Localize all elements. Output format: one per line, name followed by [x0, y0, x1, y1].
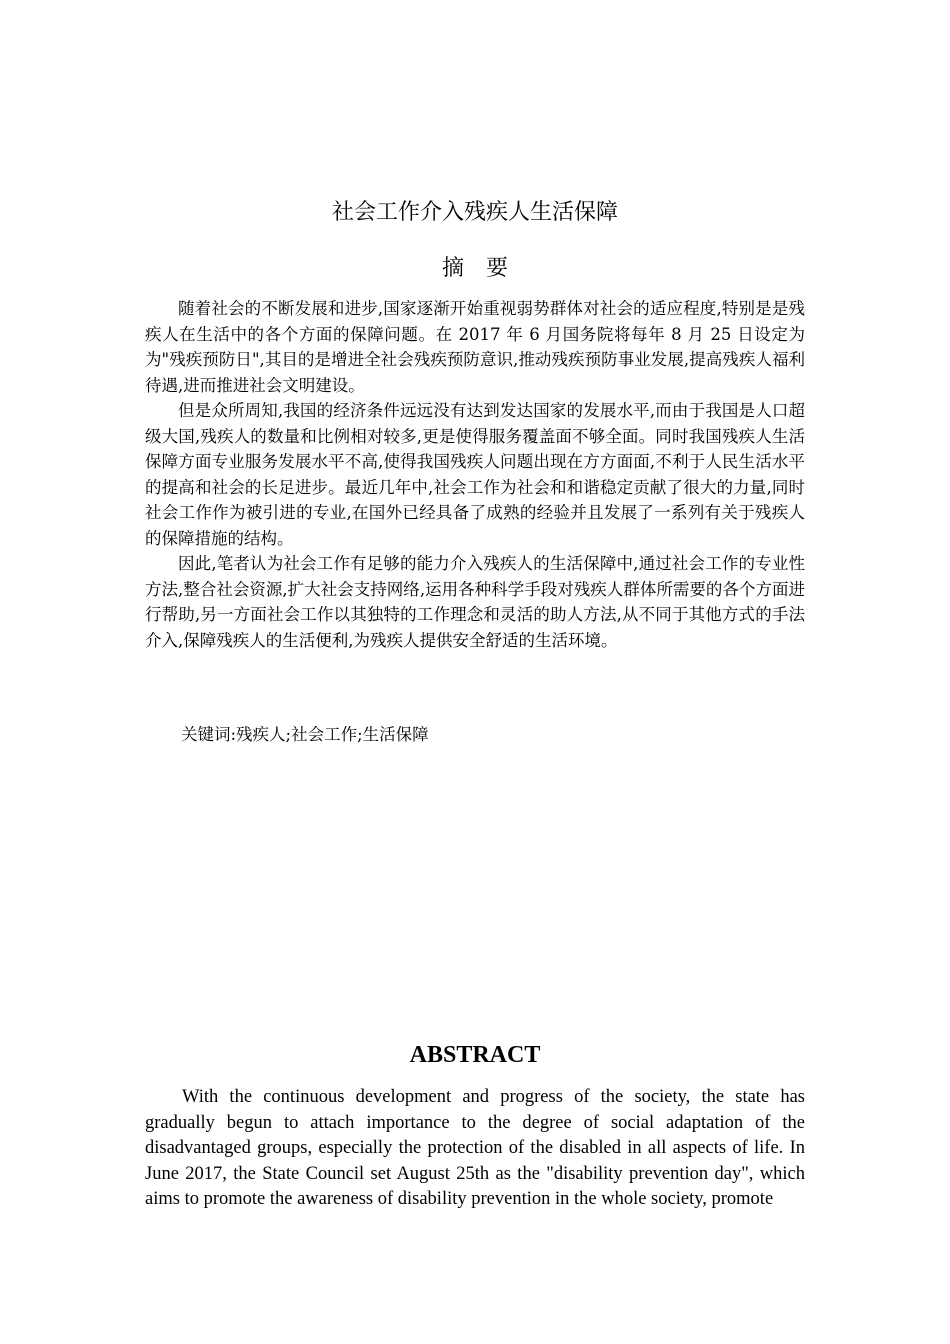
chinese-abstract-paragraph: 因此,笔者认为社会工作有足够的能力介入残疾人的生活保障中,通过社会工作的专业性方法,整合社会资源,扩大社会支持网络,运用各种科学手段对残疾人群体所需要的各个方面进行帮助,另一方面社会工作以其独特的工作理念和灵活的助人方法,从不同于其他方式的手法介入,保障残疾人的生活便利,为残疾人提供安全舒适的生活环境。	[145, 554, 805, 650]
chinese-abstract-body	[145, 296, 805, 653]
english-abstract-body	[145, 1085, 805, 1213]
keywords-label: 关键词	[181, 725, 231, 744]
keywords-values: :残疾人;社会工作;生活保障	[230, 725, 429, 744]
keywords-line	[181, 722, 429, 747]
paper-title: 社会工作介入残疾人生活保障	[331, 200, 618, 225]
chinese-abstract-paragraph: 随着社会的不断发展和进步,国家逐渐开始重视弱势群体对社会的适应程度,特别是是残疾人在生活中的各个方面的保障问题。在 2017 年 6 月国务院将每年 8 月 25 日设定为为"残疾预防日",其目的是增进全社会残疾预防意识,推动残疾预防事业发展,提高残疾人福利待遇,进而推进社会文明建设。	[145, 299, 805, 395]
chinese-abstract-heading: 摘要	[441, 256, 530, 281]
chinese-abstract-paragraph: 但是众所周知,我国的经济条件远远没有达到发达国家的发展水平,而由于我国是人口超级大国,残疾人的数量和比例相对较多,更是使得服务覆盖面不够全面。同时我国残疾人生活保障方面专业服务发展水平不高,使得我国残疾人问题出现在方方面面,不利于人民生活水平的提高和社会的长足进步。最近几年中,社会工作为社会和和谐稳定贡献了很大的力量,同时社会工作作为被引进的专业,在国外已经具备了成熟的经验并且发展了一系列有关于残疾人的保障措施的结构。	[145, 401, 805, 548]
english-abstract-heading: ABSTRACT	[409, 1042, 541, 1068]
english-abstract-paragraph: With the continuous development and progress of the society, the state has gradually begun to attach importance to the degree of social adaptation of the disadvantaged groups, especially the protection of the disabled in all aspects of life. In June 2017, the State Council set August 25th as the "disability prevention day", which aims to promote the awareness of disability prevention in the whole society, promote	[145, 1087, 805, 1209]
